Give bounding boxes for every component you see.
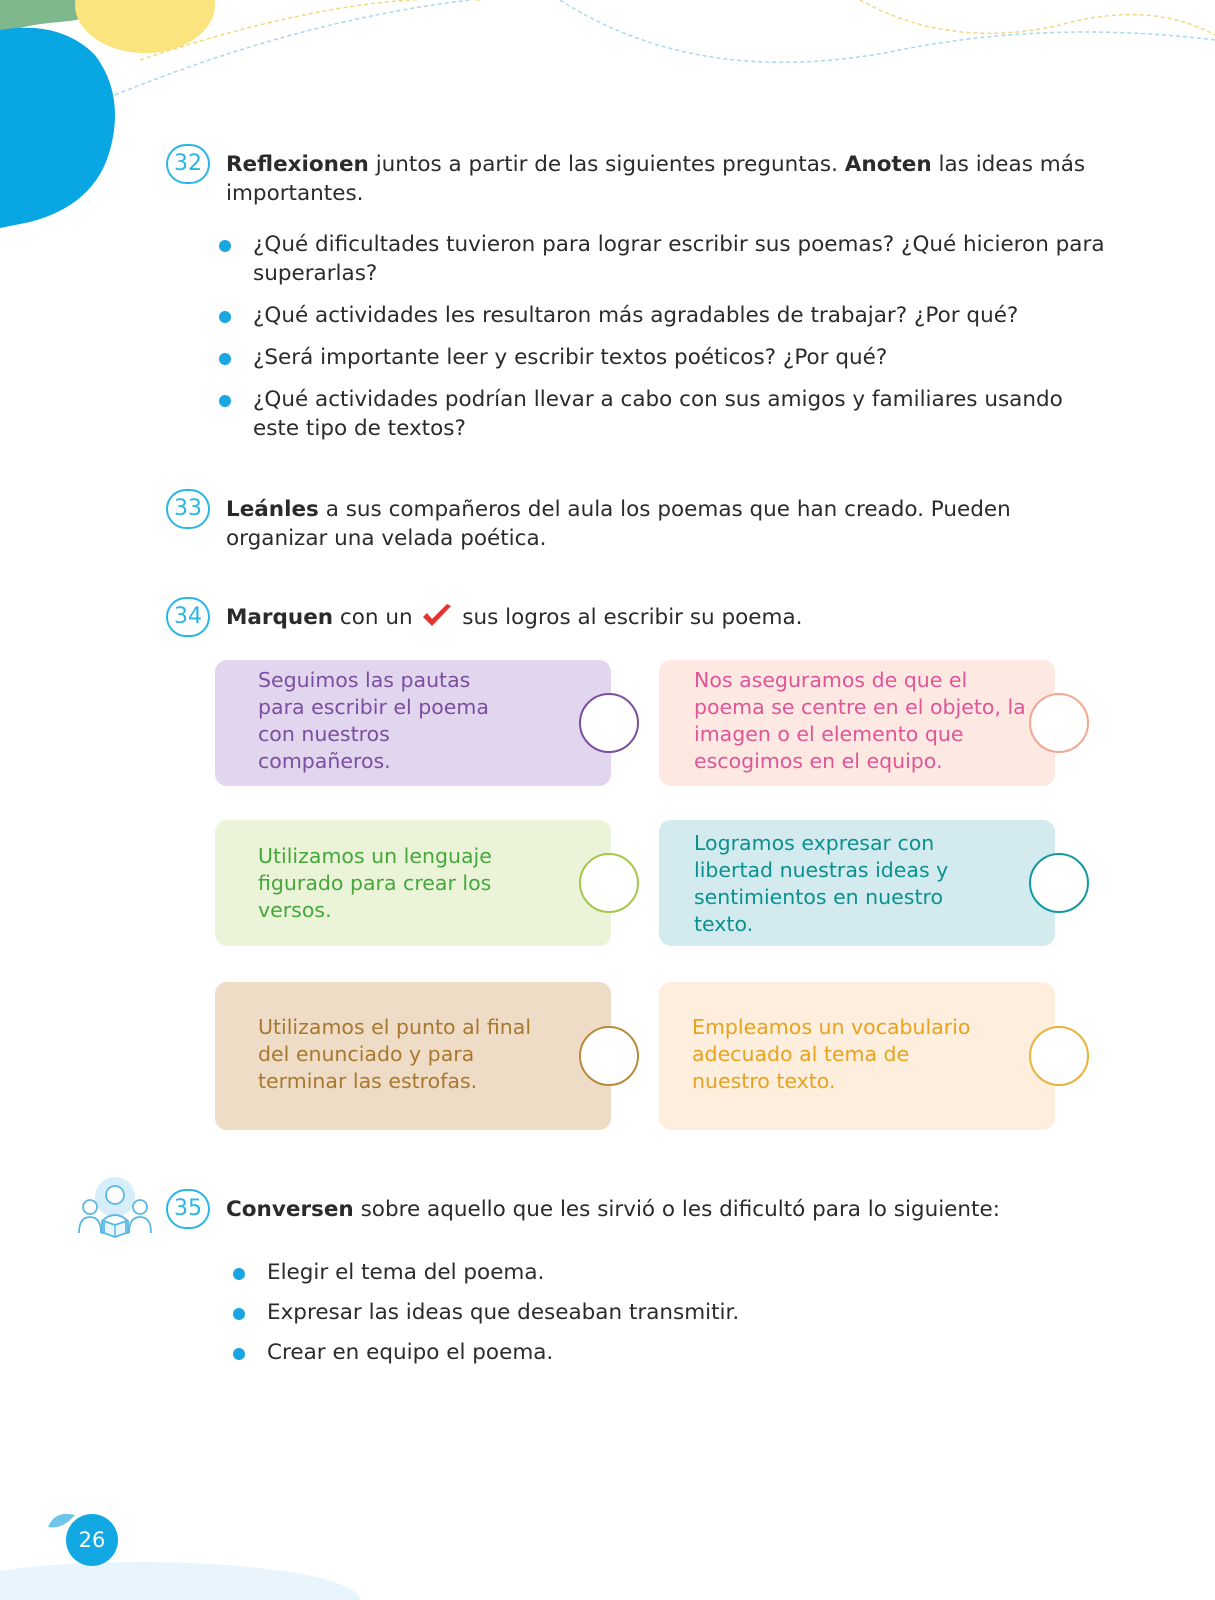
bullet-icon (233, 1268, 245, 1280)
achievement-card (659, 982, 1055, 1130)
card-text: Utilizamos el punto al final del enunciado y para terminar las estrofas. (258, 1015, 532, 1093)
achievement-card (215, 820, 611, 946)
instruction-verb: Marquen (226, 605, 334, 630)
group-reading-icon (74, 1177, 156, 1241)
card-text: Logramos expresar con libertad nuestras ideas y sentimientos en nuestro texto. (694, 831, 949, 936)
instruction-verb: Conversen (226, 1197, 354, 1222)
page-number: 26 (66, 1514, 118, 1566)
checkbox-circle[interactable] (1029, 1026, 1089, 1086)
bullet-icon (219, 353, 231, 365)
card-text: Empleamos un vocabulario adecuado al tema de nuestro texto. (692, 1015, 971, 1093)
list-item: ¿Qué dificultades tuvieron para lograr escribir sus poemas? ¿Qué hicieron para superarlas? (219, 230, 1109, 288)
bullet-icon (219, 395, 231, 407)
question-number-35: 35 (166, 1189, 210, 1229)
check-mark-icon (421, 603, 453, 629)
instruction-verb: Anoten (844, 152, 932, 177)
bullet-icon (233, 1348, 245, 1360)
question-number-33: 33 (166, 489, 210, 529)
question-32-prompt: Reflexionen juntos a partir de las siguientes preguntas. Anoten las ideas más importantes. (226, 152, 1086, 206)
checkbox-circle[interactable] (1029, 853, 1089, 913)
achievement-card (659, 820, 1055, 946)
checkbox-circle[interactable] (579, 853, 639, 913)
card-text: Utilizamos un lenguaje figurado para crear los versos. (258, 844, 492, 922)
achievement-card (215, 982, 611, 1130)
card-text: Seguimos las pautas para escribir el poema con nuestros compañeros. (258, 668, 489, 773)
list-item: Crear en equipo el poema. (233, 1338, 1033, 1367)
achievement-card (215, 660, 611, 786)
bullet-icon (219, 311, 231, 323)
checkbox-circle[interactable] (579, 693, 639, 753)
checkbox-circle[interactable] (1029, 693, 1089, 753)
question-33-prompt: Leánles a sus compañeros del aula los poemas que han creado. Pueden organizar una velada poética. (226, 497, 1011, 551)
question-35-list (233, 1258, 1033, 1378)
question-number-32: 32 (166, 144, 210, 184)
instruction-verb: Leánles (226, 497, 319, 522)
list-item: ¿Qué actividades podrían llevar a cabo con sus amigos y familiares usando este tipo de textos? (219, 385, 1109, 443)
list-item: Expresar las ideas que deseaban transmitir. (233, 1298, 1033, 1327)
bullet-icon (219, 240, 231, 252)
list-item: ¿Qué actividades les resultaron más agradables de trabajar? ¿Por qué? (219, 301, 1109, 330)
instruction-verb: Reflexionen (226, 152, 369, 177)
checkbox-circle[interactable] (579, 1026, 639, 1086)
card-text: Nos aseguramos de que el poema se centre en el objeto, la imagen o el elemento que escogimos en el equipo. (694, 668, 1026, 773)
bullet-icon (233, 1308, 245, 1320)
question-number-34: 34 (166, 597, 210, 637)
question-34-prompt: Marquen con un sus logros al escribir su poema. (226, 605, 803, 630)
list-item: ¿Será importante leer y escribir textos poéticos? ¿Por qué? (219, 343, 1109, 372)
question-35-prompt: Conversen sobre aquello que les sirvió o les dificultó para lo siguiente: (226, 1197, 1000, 1222)
question-32-list (219, 230, 1109, 456)
achievement-card (659, 660, 1055, 786)
list-item: Elegir el tema del poema. (233, 1258, 1033, 1287)
